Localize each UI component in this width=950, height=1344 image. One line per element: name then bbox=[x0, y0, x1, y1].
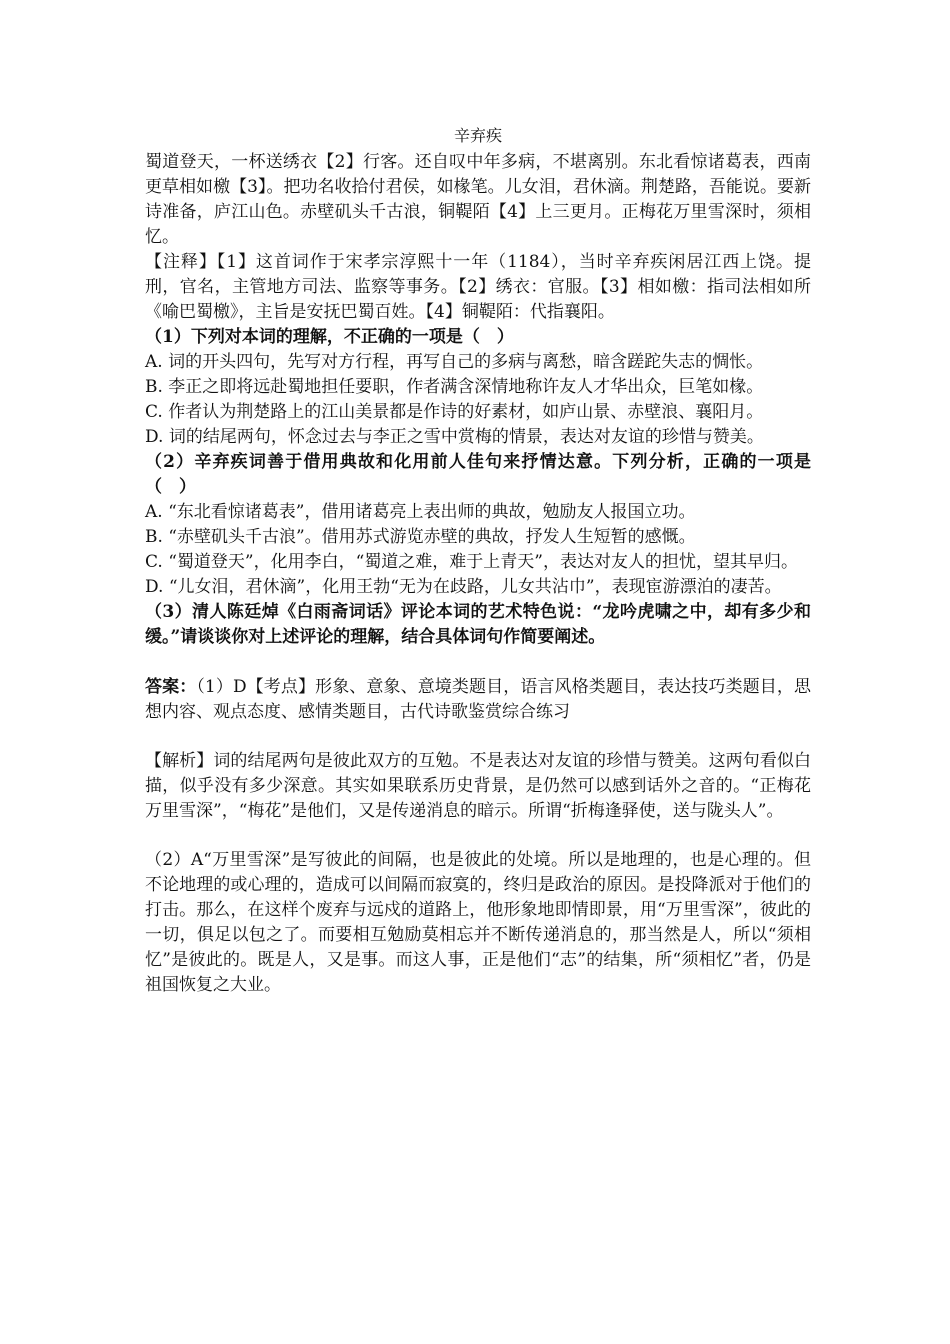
answer-label: 答案： bbox=[145, 677, 197, 697]
notes-text: 【注释】【1】这首词作于宋孝宗淳熙十一年（1184），当时辛弃疾闲居江西上饶。提刑，官名，主管地方司法、监察等事务。【2】绣衣：官服。【3】相如檄：指司法相如所《喻巴蜀檄》，主旨是安抚巴蜀百姓。【4】铜鞮陌：代指襄阳。 bbox=[145, 252, 811, 322]
question-1-option-b: B. 李正之即将远赴蜀地担任要职，作者满含深情地称许友人才华出众，巨笔如椽。 bbox=[145, 377, 764, 397]
answer-text: （1）D【考点】形象、意象、意境类题目，语言风格类题目，表达技巧类题目，思想内容、观点态度、感情类题目，古代诗歌鉴赏综合练习 bbox=[145, 677, 811, 722]
question-2-option-c: C. “蜀道登天”，化用李白，“蜀道之难，难于上青天”，表达对友人的担忧，望其早归。 bbox=[145, 552, 798, 572]
analysis-text: 【解析】词的结尾两句是彼此双方的互勉。不是表达对友谊的珍惜与赞美。这两句看似白描，似乎没有多少深意。其实如果联系历史背景，是仍然可以感到话外之音的。“正梅花万里雪深”，“梅花”是他们，又是传递消息的暗示。所谓“折梅逢驿使，送与陇头人”。 bbox=[145, 751, 811, 821]
answer-paragraph bbox=[145, 675, 811, 725]
question-1-option-c: C. 作者认为荆楚路上的江山美景都是作诗的好素材，如庐山景、赤壁浪、襄阳月。 bbox=[145, 402, 764, 422]
question-1-option-a: A. 词的开头四句，先写对方行程，再写自己的多病与离愁，暗含蹉跎失志的惆怅。 bbox=[145, 352, 764, 372]
question-1-stem: （1）下列对本词的理解，不正确的一项是（ ） bbox=[145, 327, 514, 347]
question-2-option-d: D. “儿女泪，君休滴”，化用王勃“无为在歧路，儿女共沾巾”，表现宦游漂泊的凄苦。 bbox=[145, 577, 782, 597]
question-2-option-a: A. “东北看惊诸葛表”，借用诸葛亮上表出师的典故，勉励友人报国立功。 bbox=[145, 502, 696, 522]
question-3-stem: （3）清人陈廷焯《白雨斋词话》评论本词的艺术特色说：“龙吟虎啸之中，却有多少和缓。”请谈谈你对上述评论的理解，结合具体词句作简要阐述。 bbox=[145, 602, 811, 647]
spacer bbox=[145, 824, 811, 848]
spacer bbox=[145, 650, 811, 675]
question-2-stem: （2）辛弃疾词善于借用典故和化用前人佳句来抒情达意。下列分析，正确的一项是（ ） bbox=[145, 452, 811, 497]
question-1-option-d: D. 词的结尾两句，怀念过去与李正之雪中赏梅的情景，表达对友谊的珍惜与赞美。 bbox=[145, 427, 764, 447]
answer-2-text: （2）A“万里雪深”是写彼此的间隔，也是彼此的处境。所以是地理的，也是心理的。但不论地理的或心理的，造成可以间隔而寂寞的，终归是政治的原因。是投降派对于他们的打击。那么，在这样个废弃与远戍的道路上，他形象地即情即景，用“万里雪深”，彼此的一切，俱足以包之了。而要相互勉励莫相忘并不断传递消息的，那当然是人，所以“须相忆”是彼此的。既是人，又是事。而这人事，正是他们“志”的结集，所“须相忆”者，仍是祖国恢复之大业。 bbox=[145, 850, 811, 995]
spacer bbox=[145, 725, 811, 749]
poem-text: 蜀道登天，一杯送绣衣【2】行客。还自叹中年多病，不堪离别。东北看惊诸葛表，西南更草相如檄【3】。把功名收拾付君侯，如椽笔。儿女泪，君休滴。荆楚路，吾能说。要新诗准备，庐江山色。赤壁矶头千古浪，铜鞮陌【4】上三更月。正梅花万里雪深时，须相忆。 bbox=[145, 152, 811, 247]
document-title: 辛弃疾 bbox=[453, 126, 502, 145]
document-page bbox=[145, 122, 811, 998]
question-2-option-b: B. “赤壁矶头千古浪”。借用苏式游览赤壁的典故，抒发人生短暂的感慨。 bbox=[145, 527, 696, 547]
